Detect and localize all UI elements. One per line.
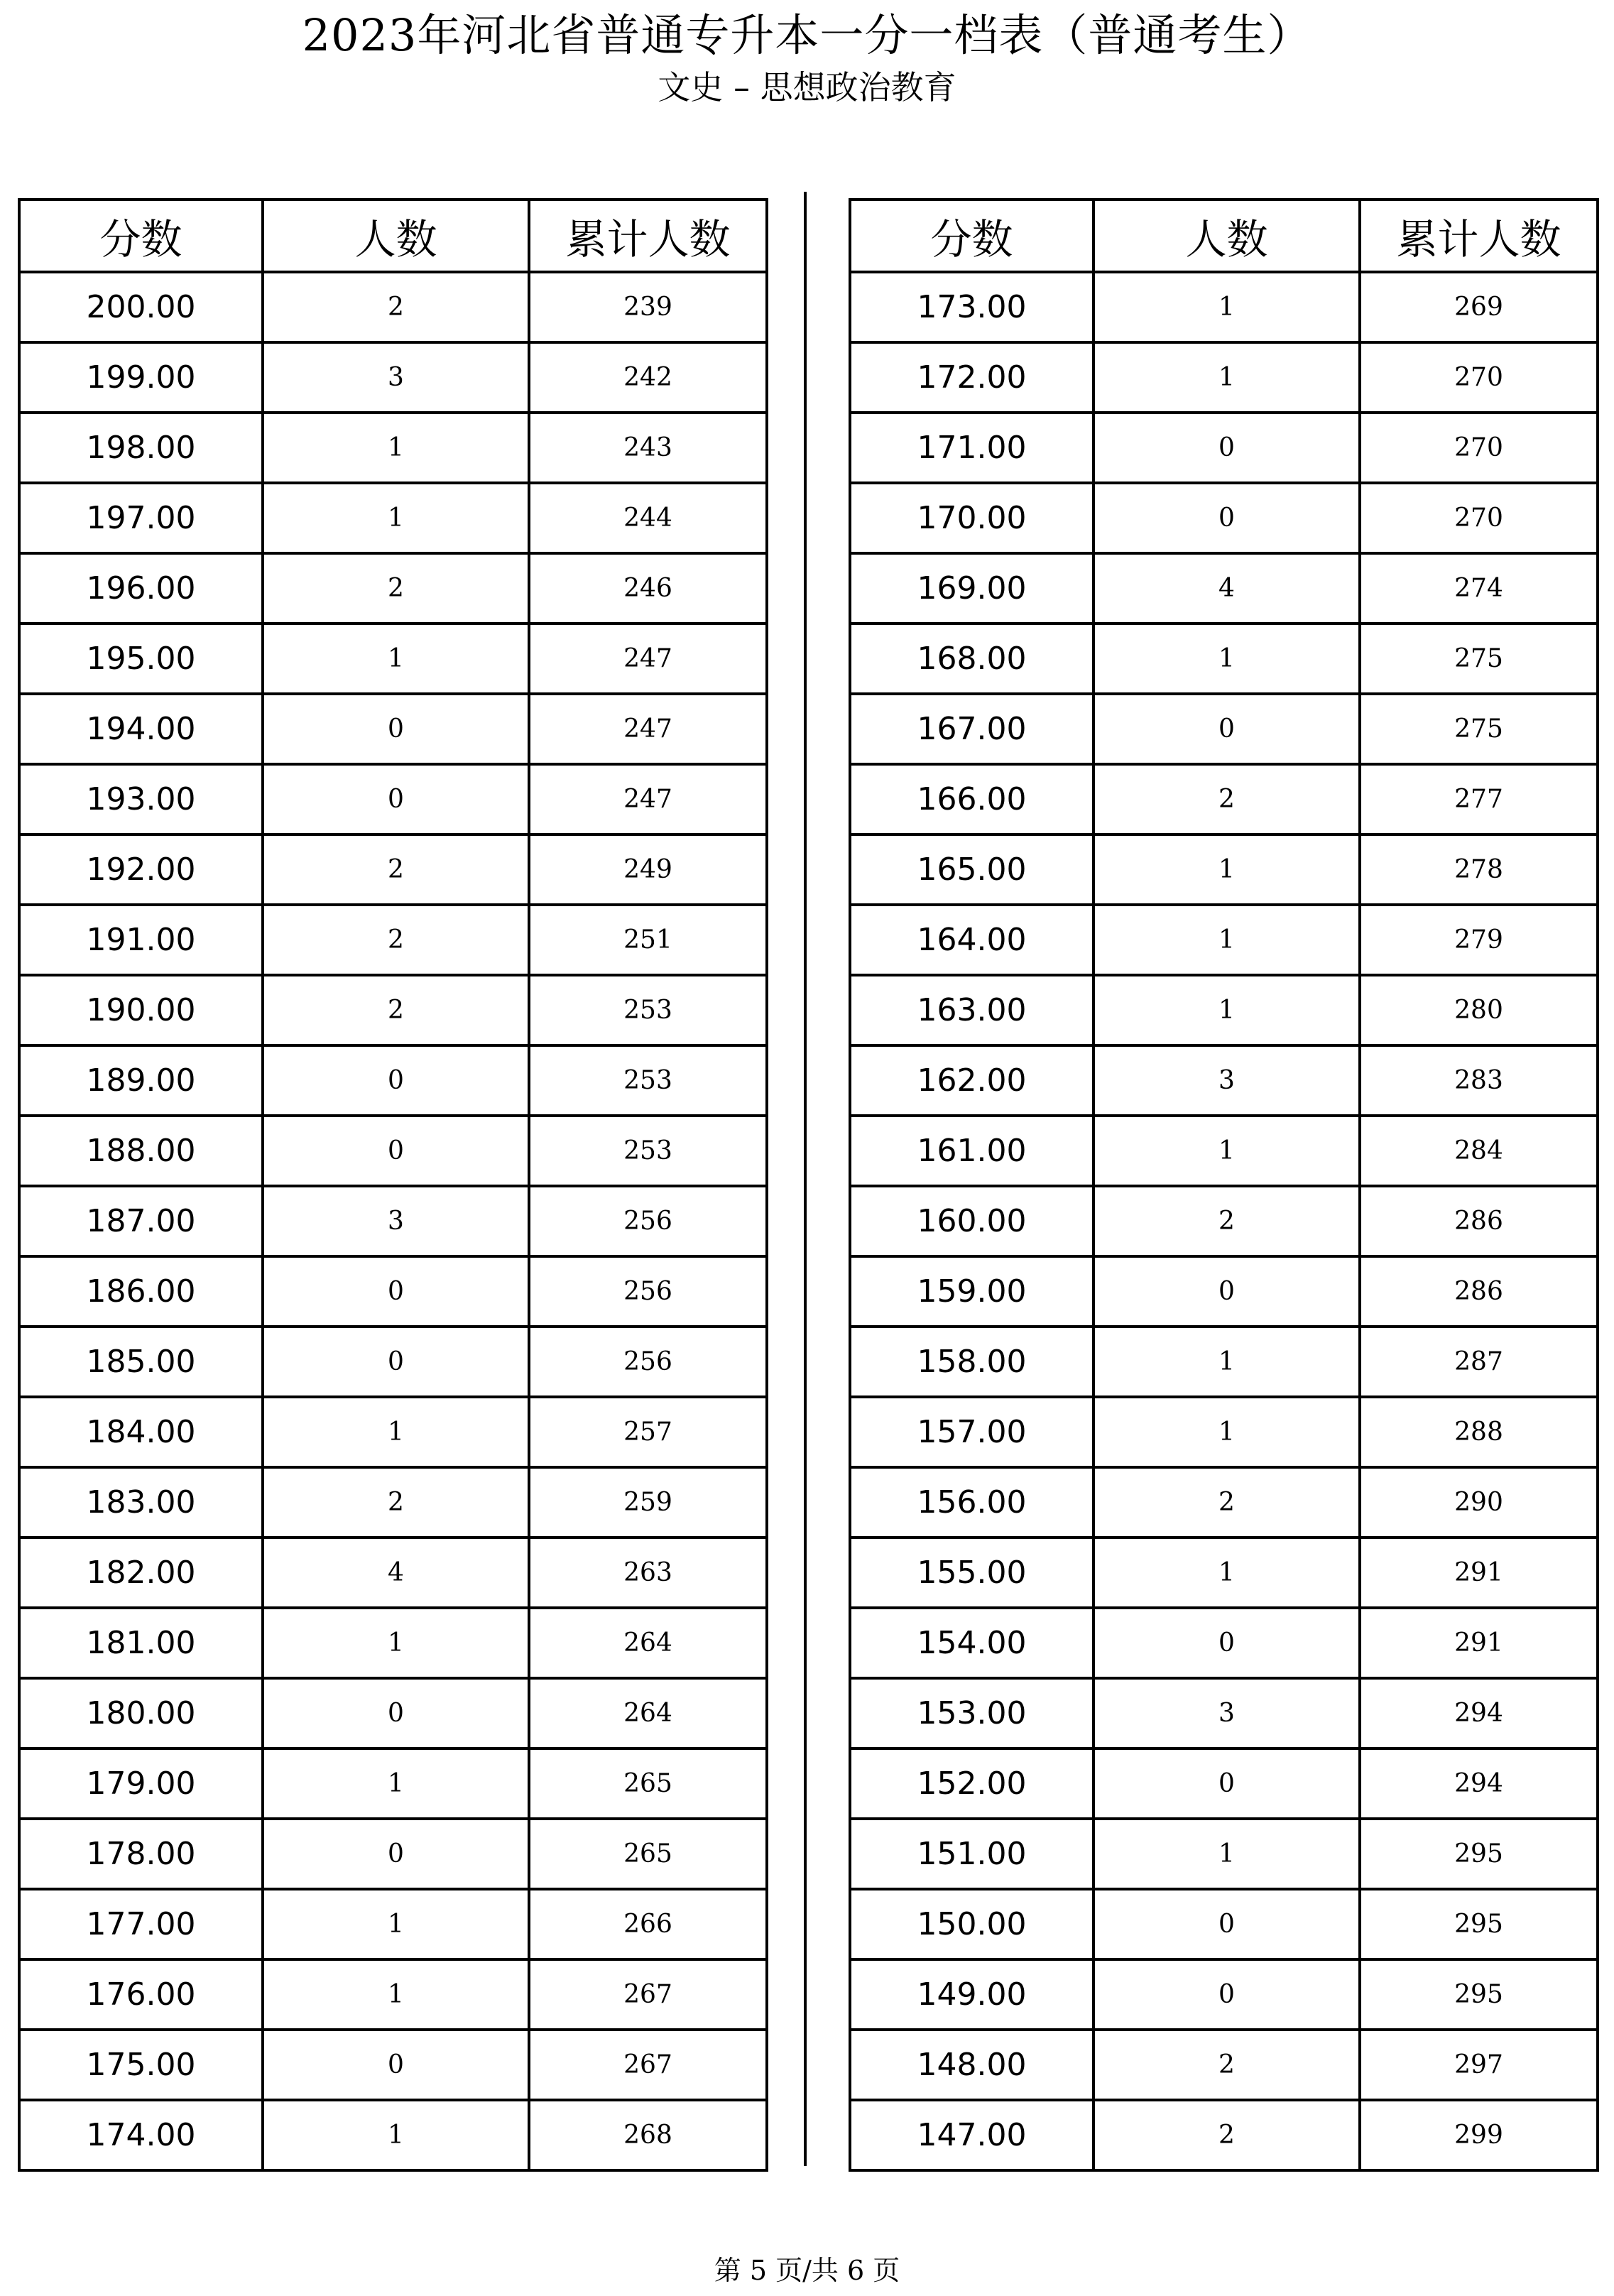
table-row bbox=[19, 624, 767, 694]
table-body-left bbox=[19, 272, 767, 2170]
table-row bbox=[19, 1889, 767, 1959]
table-row bbox=[850, 2030, 1598, 2100]
cumulative-cell: 253 bbox=[529, 975, 767, 1045]
table-row bbox=[850, 694, 1598, 764]
score-cell: 177.00 bbox=[19, 1889, 263, 1959]
table-row bbox=[850, 483, 1598, 553]
table-row bbox=[850, 1397, 1598, 1467]
score-cell: 196.00 bbox=[19, 553, 263, 624]
table-row bbox=[19, 1045, 767, 1116]
cumulative-cell: 239 bbox=[529, 272, 767, 342]
count-cell: 1 bbox=[263, 1397, 529, 1467]
table-row bbox=[19, 1678, 767, 1748]
cumulative-cell: 267 bbox=[529, 2030, 767, 2100]
cumulative-cell: 275 bbox=[1360, 624, 1598, 694]
count-cell: 1 bbox=[1094, 1397, 1360, 1467]
cumulative-cell: 270 bbox=[1360, 483, 1598, 553]
cumulative-cell: 294 bbox=[1360, 1678, 1598, 1748]
count-cell: 0 bbox=[263, 1327, 529, 1397]
page-subtitle: 文史 – 思想政治教育 bbox=[658, 68, 956, 107]
score-cell: 195.00 bbox=[19, 624, 263, 694]
table-body-right bbox=[850, 272, 1598, 2170]
table-row bbox=[850, 624, 1598, 694]
count-cell: 2 bbox=[1094, 2030, 1360, 2100]
count-cell: 1 bbox=[1094, 834, 1360, 905]
count-cell: 0 bbox=[263, 1819, 529, 1889]
cumulative-cell: 263 bbox=[529, 1538, 767, 1608]
table-row bbox=[19, 1327, 767, 1397]
score-cell: 180.00 bbox=[19, 1678, 263, 1748]
cumulative-cell: 270 bbox=[1360, 413, 1598, 483]
table-row bbox=[19, 1538, 767, 1608]
cumulative-cell: 286 bbox=[1360, 1186, 1598, 1256]
count-cell: 3 bbox=[1094, 1678, 1360, 1748]
score-cell: 156.00 bbox=[850, 1467, 1094, 1538]
score-cell: 157.00 bbox=[850, 1397, 1094, 1467]
cumulative-cell: 291 bbox=[1360, 1608, 1598, 1678]
table-row bbox=[850, 272, 1598, 342]
table-row bbox=[19, 1608, 767, 1678]
cumulative-cell: 265 bbox=[529, 1819, 767, 1889]
score-cell: 162.00 bbox=[850, 1045, 1094, 1116]
score-table-right bbox=[849, 198, 1599, 2172]
score-cell: 160.00 bbox=[850, 1186, 1094, 1256]
table-row bbox=[19, 764, 767, 834]
score-cell: 166.00 bbox=[850, 764, 1094, 834]
page-title: 2023年河北省普通专升本一分一档表（普通考生） bbox=[302, 9, 1312, 61]
table-row bbox=[850, 1959, 1598, 2030]
count-cell: 1 bbox=[263, 1748, 529, 1819]
table-row bbox=[850, 1748, 1598, 1819]
score-cell: 164.00 bbox=[850, 905, 1094, 975]
score-cell: 167.00 bbox=[850, 694, 1094, 764]
header-row bbox=[19, 200, 767, 272]
table-row bbox=[850, 342, 1598, 413]
cumulative-cell: 243 bbox=[529, 413, 767, 483]
count-cell: 4 bbox=[263, 1538, 529, 1608]
cumulative-cell: 295 bbox=[1360, 1819, 1598, 1889]
cumulative-cell: 266 bbox=[529, 1889, 767, 1959]
score-cell: 155.00 bbox=[850, 1538, 1094, 1608]
count-cell: 1 bbox=[263, 1959, 529, 2030]
score-cell: 174.00 bbox=[19, 2100, 263, 2170]
cumulative-cell: 256 bbox=[529, 1327, 767, 1397]
count-cell: 0 bbox=[263, 1045, 529, 1116]
count-cell: 0 bbox=[1094, 1748, 1360, 1819]
score-cell: 173.00 bbox=[850, 272, 1094, 342]
cumulative-cell: 256 bbox=[529, 1186, 767, 1256]
score-cell: 147.00 bbox=[850, 2100, 1094, 2170]
cumulative-cell: 251 bbox=[529, 905, 767, 975]
table-row bbox=[850, 413, 1598, 483]
cumulative-cell: 253 bbox=[529, 1116, 767, 1186]
score-cell: 176.00 bbox=[19, 1959, 263, 2030]
score-cell: 182.00 bbox=[19, 1538, 263, 1608]
count-cell: 0 bbox=[263, 694, 529, 764]
cumulative-cell: 280 bbox=[1360, 975, 1598, 1045]
cumulative-cell: 277 bbox=[1360, 764, 1598, 834]
count-cell: 1 bbox=[263, 483, 529, 553]
score-cell: 198.00 bbox=[19, 413, 263, 483]
cumulative-cell: 270 bbox=[1360, 342, 1598, 413]
table-row bbox=[850, 1327, 1598, 1397]
score-cell: 163.00 bbox=[850, 975, 1094, 1045]
table-row bbox=[19, 1186, 767, 1256]
cumulative-cell: 283 bbox=[1360, 1045, 1598, 1116]
cumulative-cell: 247 bbox=[529, 624, 767, 694]
count-cell: 1 bbox=[1094, 1327, 1360, 1397]
cumulative-cell: 244 bbox=[529, 483, 767, 553]
count-cell: 2 bbox=[1094, 1467, 1360, 1538]
score-cell: 179.00 bbox=[19, 1748, 263, 1819]
cumulative-cell: 268 bbox=[529, 2100, 767, 2170]
table-row bbox=[19, 975, 767, 1045]
score-cell: 151.00 bbox=[850, 1819, 1094, 1889]
score-cell: 200.00 bbox=[19, 272, 263, 342]
count-cell: 1 bbox=[1094, 1538, 1360, 1608]
cumulative-cell: 246 bbox=[529, 553, 767, 624]
header-row bbox=[850, 200, 1598, 272]
header-count: 人数 bbox=[263, 200, 529, 272]
count-cell: 2 bbox=[263, 1467, 529, 1538]
cumulative-cell: 247 bbox=[529, 764, 767, 834]
count-cell: 2 bbox=[263, 272, 529, 342]
table-row bbox=[19, 1748, 767, 1819]
count-cell: 1 bbox=[263, 624, 529, 694]
table-row bbox=[850, 905, 1598, 975]
count-cell: 0 bbox=[1094, 1608, 1360, 1678]
table-row bbox=[19, 1819, 767, 1889]
table-row bbox=[19, 272, 767, 342]
score-cell: 186.00 bbox=[19, 1256, 263, 1327]
count-cell: 1 bbox=[1094, 1116, 1360, 1186]
score-cell: 148.00 bbox=[850, 2030, 1094, 2100]
count-cell: 3 bbox=[263, 1186, 529, 1256]
score-cell: 178.00 bbox=[19, 1819, 263, 1889]
count-cell: 1 bbox=[1094, 1819, 1360, 1889]
cumulative-cell: 257 bbox=[529, 1397, 767, 1467]
table-row bbox=[19, 483, 767, 553]
count-cell: 1 bbox=[1094, 975, 1360, 1045]
table-row bbox=[850, 1538, 1598, 1608]
count-cell: 3 bbox=[1094, 1045, 1360, 1116]
count-cell: 0 bbox=[263, 1116, 529, 1186]
count-cell: 0 bbox=[1094, 1256, 1360, 1327]
cumulative-cell: 284 bbox=[1360, 1116, 1598, 1186]
count-cell: 2 bbox=[263, 905, 529, 975]
count-cell: 4 bbox=[1094, 553, 1360, 624]
count-cell: 1 bbox=[263, 413, 529, 483]
cumulative-cell: 259 bbox=[529, 1467, 767, 1538]
cumulative-cell: 267 bbox=[529, 1959, 767, 2030]
header-cumulative: 累计人数 bbox=[529, 200, 767, 272]
score-cell: 187.00 bbox=[19, 1186, 263, 1256]
score-cell: 192.00 bbox=[19, 834, 263, 905]
cumulative-cell: 279 bbox=[1360, 905, 1598, 975]
table-row bbox=[19, 834, 767, 905]
table-row bbox=[850, 1467, 1598, 1538]
table-row bbox=[850, 553, 1598, 624]
table-row bbox=[850, 1045, 1598, 1116]
table-row bbox=[19, 342, 767, 413]
table-row bbox=[19, 694, 767, 764]
cumulative-cell: 264 bbox=[529, 1608, 767, 1678]
score-cell: 199.00 bbox=[19, 342, 263, 413]
count-cell: 0 bbox=[1094, 413, 1360, 483]
score-cell: 150.00 bbox=[850, 1889, 1094, 1959]
cumulative-cell: 297 bbox=[1360, 2030, 1598, 2100]
count-cell: 3 bbox=[263, 342, 529, 413]
count-cell: 0 bbox=[1094, 483, 1360, 553]
table-row bbox=[19, 1256, 767, 1327]
count-cell: 1 bbox=[1094, 342, 1360, 413]
score-cell: 153.00 bbox=[850, 1678, 1094, 1748]
count-cell: 0 bbox=[1094, 1959, 1360, 2030]
score-cell: 172.00 bbox=[850, 342, 1094, 413]
score-cell: 169.00 bbox=[850, 553, 1094, 624]
table-row bbox=[850, 1116, 1598, 1186]
score-cell: 193.00 bbox=[19, 764, 263, 834]
cumulative-cell: 265 bbox=[529, 1748, 767, 1819]
score-cell: 149.00 bbox=[850, 1959, 1094, 2030]
table-row bbox=[19, 1467, 767, 1538]
count-cell: 1 bbox=[1094, 272, 1360, 342]
cumulative-cell: 256 bbox=[529, 1256, 767, 1327]
table-row bbox=[19, 2030, 767, 2100]
cumulative-cell: 275 bbox=[1360, 694, 1598, 764]
table-row bbox=[19, 1116, 767, 1186]
table-row bbox=[19, 1397, 767, 1467]
score-cell: 191.00 bbox=[19, 905, 263, 975]
count-cell: 0 bbox=[263, 1256, 529, 1327]
cumulative-cell: 290 bbox=[1360, 1467, 1598, 1538]
count-cell: 0 bbox=[263, 764, 529, 834]
table-row bbox=[19, 553, 767, 624]
cumulative-cell: 288 bbox=[1360, 1397, 1598, 1467]
count-cell: 2 bbox=[1094, 2100, 1360, 2170]
score-cell: 197.00 bbox=[19, 483, 263, 553]
count-cell: 2 bbox=[1094, 764, 1360, 834]
table-row bbox=[19, 2100, 767, 2170]
table-row bbox=[850, 1678, 1598, 1748]
count-cell: 1 bbox=[263, 1889, 529, 1959]
count-cell: 0 bbox=[1094, 694, 1360, 764]
cumulative-cell: 253 bbox=[529, 1045, 767, 1116]
score-cell: 183.00 bbox=[19, 1467, 263, 1538]
score-cell: 185.00 bbox=[19, 1327, 263, 1397]
score-cell: 175.00 bbox=[19, 2030, 263, 2100]
cumulative-cell: 264 bbox=[529, 1678, 767, 1748]
header-score: 分数 bbox=[19, 200, 263, 272]
column-divider bbox=[804, 192, 807, 2166]
score-cell: 159.00 bbox=[850, 1256, 1094, 1327]
score-cell: 168.00 bbox=[850, 624, 1094, 694]
score-cell: 171.00 bbox=[850, 413, 1094, 483]
count-cell: 1 bbox=[1094, 624, 1360, 694]
cumulative-cell: 286 bbox=[1360, 1256, 1598, 1327]
cumulative-cell: 274 bbox=[1360, 553, 1598, 624]
cumulative-cell: 294 bbox=[1360, 1748, 1598, 1819]
table-row bbox=[850, 1256, 1598, 1327]
header-score: 分数 bbox=[850, 200, 1094, 272]
cumulative-cell: 295 bbox=[1360, 1889, 1598, 1959]
table-row bbox=[850, 2100, 1598, 2170]
table-row bbox=[19, 905, 767, 975]
count-cell: 1 bbox=[263, 2100, 529, 2170]
table-row bbox=[850, 1608, 1598, 1678]
score-cell: 158.00 bbox=[850, 1327, 1094, 1397]
score-cell: 181.00 bbox=[19, 1608, 263, 1678]
count-cell: 1 bbox=[1094, 905, 1360, 975]
score-table-left bbox=[18, 198, 768, 2172]
page-number: 第 5 页/共 6 页 bbox=[714, 2255, 900, 2286]
count-cell: 0 bbox=[263, 2030, 529, 2100]
table-row bbox=[19, 1959, 767, 2030]
count-cell: 0 bbox=[1094, 1889, 1360, 1959]
score-cell: 154.00 bbox=[850, 1608, 1094, 1678]
score-cell: 184.00 bbox=[19, 1397, 263, 1467]
count-cell: 0 bbox=[263, 1678, 529, 1748]
cumulative-cell: 242 bbox=[529, 342, 767, 413]
count-cell: 2 bbox=[263, 553, 529, 624]
score-cell: 161.00 bbox=[850, 1116, 1094, 1186]
count-cell: 2 bbox=[263, 975, 529, 1045]
header-count: 人数 bbox=[1094, 200, 1360, 272]
cumulative-cell: 247 bbox=[529, 694, 767, 764]
cumulative-cell: 249 bbox=[529, 834, 767, 905]
score-cell: 190.00 bbox=[19, 975, 263, 1045]
score-cell: 165.00 bbox=[850, 834, 1094, 905]
table-row bbox=[850, 834, 1598, 905]
score-cell: 194.00 bbox=[19, 694, 263, 764]
cumulative-cell: 278 bbox=[1360, 834, 1598, 905]
score-cell: 152.00 bbox=[850, 1748, 1094, 1819]
count-cell: 2 bbox=[1094, 1186, 1360, 1256]
table-row bbox=[850, 1819, 1598, 1889]
header-cumulative: 累计人数 bbox=[1360, 200, 1598, 272]
count-cell: 2 bbox=[263, 834, 529, 905]
cumulative-cell: 295 bbox=[1360, 1959, 1598, 2030]
table-row bbox=[850, 1889, 1598, 1959]
table-row bbox=[850, 975, 1598, 1045]
table-row bbox=[850, 1186, 1598, 1256]
cumulative-cell: 269 bbox=[1360, 272, 1598, 342]
cumulative-cell: 299 bbox=[1360, 2100, 1598, 2170]
count-cell: 1 bbox=[263, 1608, 529, 1678]
score-cell: 189.00 bbox=[19, 1045, 263, 1116]
table-row bbox=[19, 413, 767, 483]
table-row bbox=[850, 764, 1598, 834]
score-cell: 188.00 bbox=[19, 1116, 263, 1186]
score-cell: 170.00 bbox=[850, 483, 1094, 553]
cumulative-cell: 291 bbox=[1360, 1538, 1598, 1608]
cumulative-cell: 287 bbox=[1360, 1327, 1598, 1397]
